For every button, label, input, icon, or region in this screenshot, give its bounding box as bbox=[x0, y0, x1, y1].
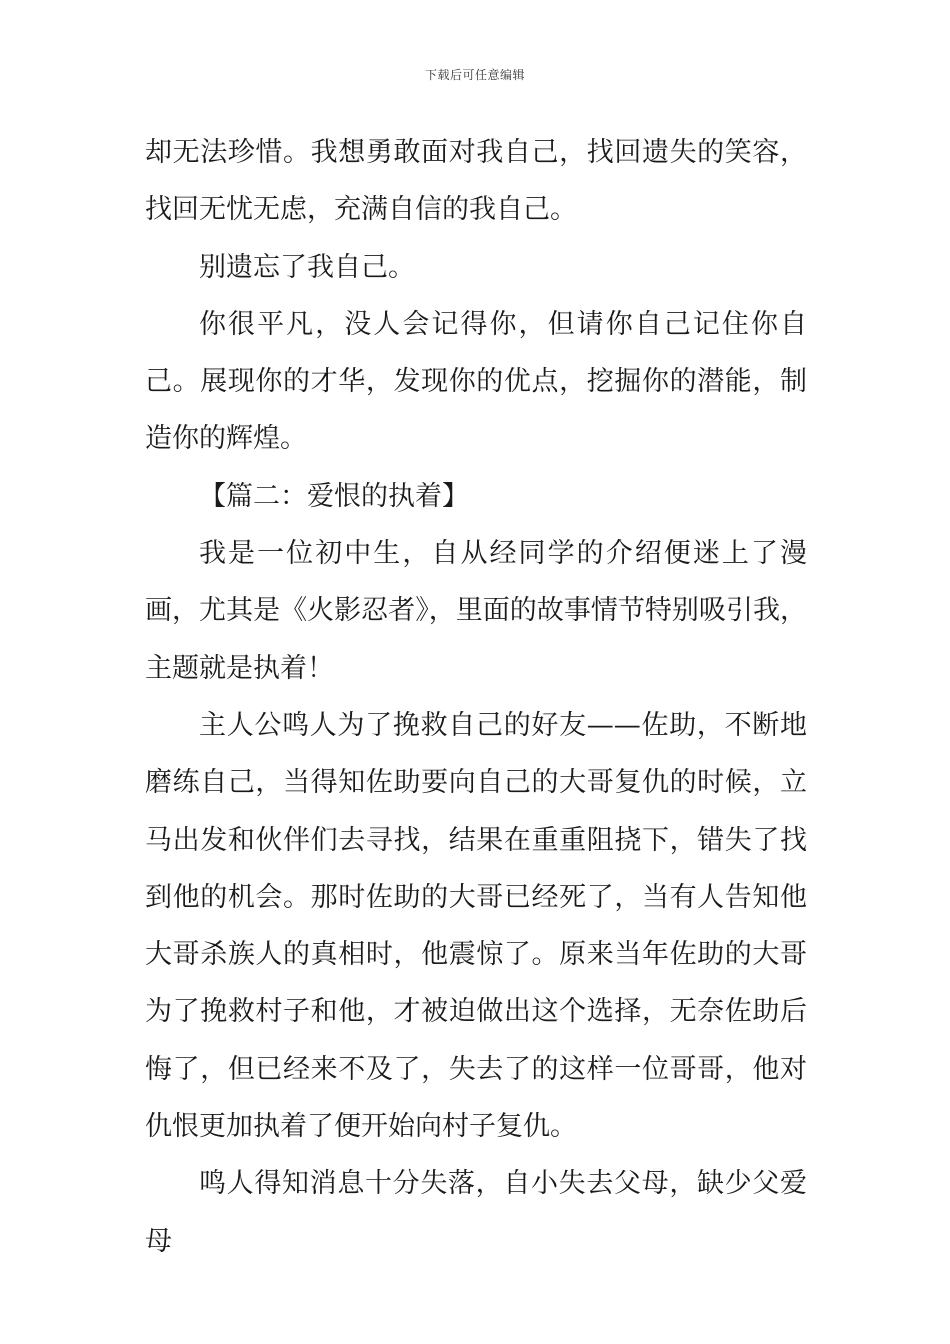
document-body bbox=[145, 124, 807, 1270]
paragraph-6: 主人公鸣人为了挽救自己的好友——佐助，不断地磨练自己，当得知佐助要向自己的大哥复仇的时候，立马出发和伙伴们去寻找，结果在重重阻挠下，错失了找到他的机会。那时佐助的大哥已经死了，当有人告知他大哥杀族人的真相时，他震惊了。原来当年佐助的大哥为了挽救村子和他，才被迫做出这个选择，无奈佐助后悔了，但已经来不及了，失去了的这样一位哥哥，他对仇恨更加执着了便开始向村子复仇。 bbox=[145, 709, 807, 1143]
paragraph-3: 你很平凡，没人会记得你，但请你自己记住你自己。展现你的才华，发现你的优点，挖掘你的潜能，制造你的辉煌。 bbox=[145, 308, 807, 455]
paragraph-5: 我是一位初中生，自从经同学的介绍便迷上了漫画，尤其是《火影忍者》，里面的故事情节特别吸引我，主题就是执着！ bbox=[145, 538, 807, 684]
paragraph-2: 别遗忘了我自己。 bbox=[199, 251, 415, 283]
page-header: 下载后可任意编辑 bbox=[424, 68, 525, 82]
paragraph-1: 却无法珍惜。我想勇敢面对我自己，找回遗失的笑容，找回无忧无虑，充满自信的我自己。 bbox=[145, 137, 807, 226]
paragraph-7: 鸣人得知消息十分失落，自小失去父母，缺少父爱母 bbox=[145, 1168, 807, 1257]
section-heading: 【篇二：爱恨的执着】 bbox=[199, 480, 469, 512]
